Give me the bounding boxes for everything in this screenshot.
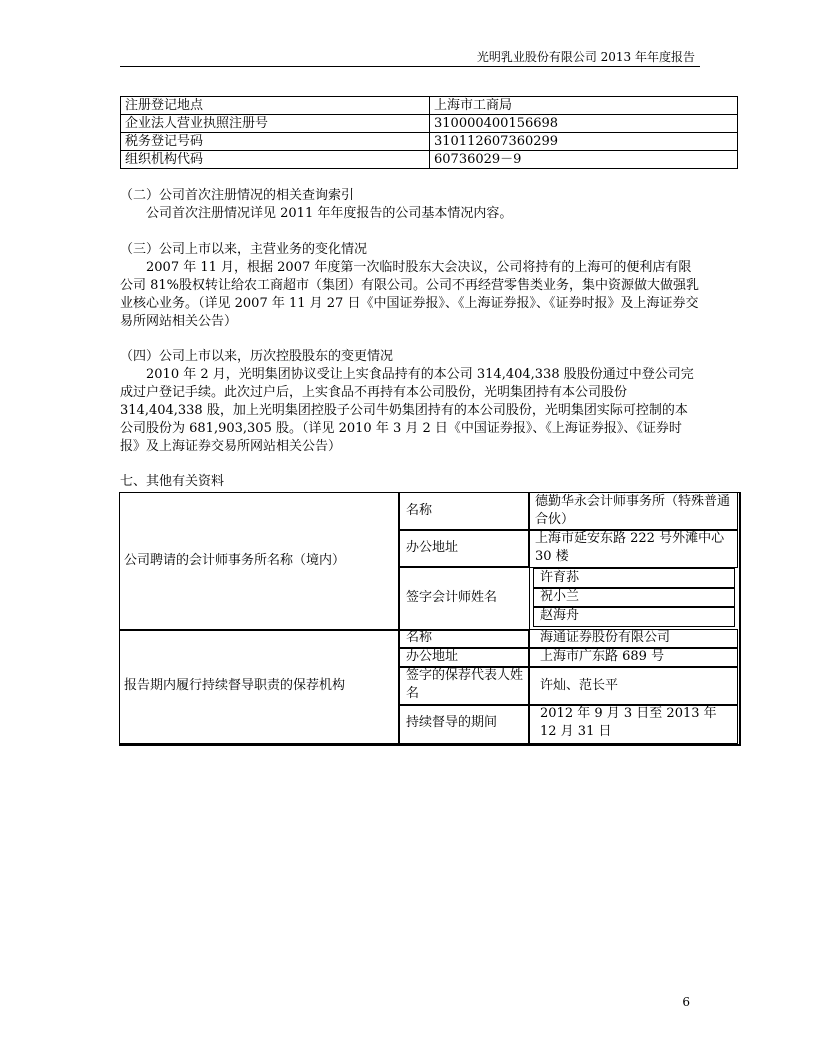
report-header: 光明乳业股份有限公司 2013 年年度报告 bbox=[476, 50, 695, 64]
sponsor-label: 报告期内履行持续督导职责的保荐机构 bbox=[124, 678, 346, 693]
table-cell-value: 60736029－9 bbox=[430, 151, 738, 169]
section-body-4: 2010 年 2 月，光明集团协议受让上实食品持有的本公司 314,404,338 股股份通过中登公司完成过户登记手续。此次过户后，上实食品不再持有本公司股份，光明集团持有本公司股份 314,404,338 股，加上光明集团控股子公司牛奶集团持有的本公司股份，光明集团实际可控制的本公司股份为 681,903,305 股。（详见 2010 年 3 月 2 日《中国证券报》、《上海证券报》、《证券时报》及上海证券交易所网站相关公告） bbox=[120, 367, 694, 454]
table-row bbox=[121, 97, 738, 115]
table-cell-label: 企业法人营业执照注册号 bbox=[121, 115, 430, 133]
table-row bbox=[121, 151, 738, 169]
sponsor-period-value: 2012 年 9 月 3 日至 2013 年 12 月 31 日 bbox=[540, 706, 717, 739]
auditor-signers-label: 签字会计师姓名 bbox=[406, 590, 498, 605]
table-cell-value: 310112607360299 bbox=[430, 133, 738, 151]
sponsor-name-value: 海通证券股份有限公司 bbox=[540, 630, 671, 645]
auditor-address-label: 办公地址 bbox=[406, 540, 459, 555]
auditor-name-label: 名称 bbox=[406, 503, 433, 518]
sponsor-address-label: 办公地址 bbox=[406, 649, 459, 664]
section-body-2: 公司首次注册情况详见 2011 年年度报告的公司基本情况内容。 bbox=[146, 206, 513, 221]
sponsor-rep-label: 签字的保荐代表人姓名 bbox=[406, 668, 524, 701]
auditor-name-value: 德勤华永会计师事务所（特殊普通合伙） bbox=[535, 494, 731, 527]
header-rule bbox=[120, 66, 700, 67]
section-heading-2: （二）公司首次注册情况的相关查询索引 bbox=[120, 188, 355, 203]
signer-name: 许育荪 bbox=[540, 570, 580, 585]
sponsor-rep-value: 许灿、范长平 bbox=[540, 678, 619, 693]
table-cell-label: 注册登记地点 bbox=[121, 97, 430, 115]
page-number: 6 bbox=[682, 995, 690, 1009]
section-heading-7: 七、其他有关资料 bbox=[120, 474, 225, 489]
signer-name: 祝小兰 bbox=[540, 589, 580, 604]
table-row bbox=[121, 133, 738, 151]
table-cell-label: 税务登记号码 bbox=[121, 133, 430, 151]
auditor-label: 公司聘请的会计师事务所名称（境内） bbox=[124, 553, 346, 568]
table-cell-label: 组织机构代码 bbox=[121, 151, 430, 169]
table-cell-value: 上海市工商局 bbox=[430, 97, 738, 115]
table-cell-value: 310000400156698 bbox=[430, 115, 738, 133]
auditor-address-value: 上海市延安东路 222 号外滩中心 30 楼 bbox=[535, 531, 725, 564]
sponsor-name-label: 名称 bbox=[406, 630, 433, 645]
section-heading-3: （三）公司上市以来，主营业务的变化情况 bbox=[120, 242, 368, 257]
section-heading-4: （四）公司上市以来，历次控股股东的变更情况 bbox=[120, 349, 394, 364]
signer-name: 赵海舟 bbox=[540, 608, 580, 623]
table-row bbox=[121, 115, 738, 133]
sponsor-period-label: 持续督导的期间 bbox=[406, 715, 498, 730]
sponsor-address-value: 上海市广东路 689 号 bbox=[540, 649, 665, 664]
section-body-3: 2007 年 11 月，根据 2007 年度第一次临时股东大会决议，公司将持有的上海可的便利店有限公司 81%股权转让给农工商超市（集团）有限公司。公司不再经营零售类业务，集中资源做大做强乳业核心业务。（详见 2007 年 11 月 27 日《中国证券报》、《上海证券报》、《证券时报》及上海证券交易所网站相关公告） bbox=[120, 260, 700, 329]
registration-table bbox=[120, 96, 738, 169]
